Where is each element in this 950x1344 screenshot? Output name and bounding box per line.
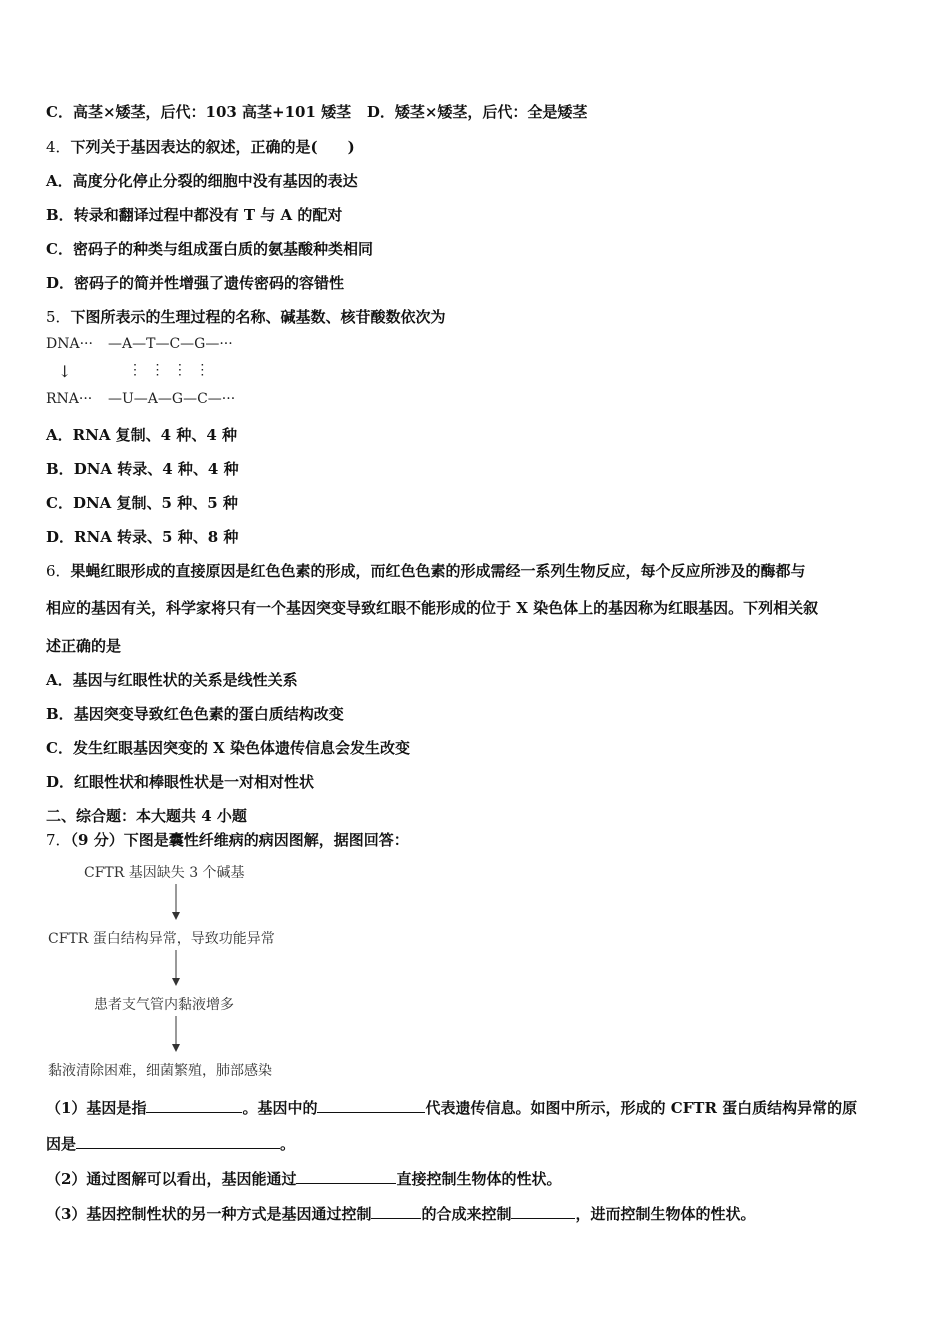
q6-option-d (46, 772, 314, 792)
q3-option-c-d (46, 102, 587, 122)
option-text: RNA 转录、5 种、8 种 (74, 528, 239, 546)
option-text: 红眼性状和棒眼性状是一对相对性状 (74, 773, 315, 791)
flow-arrow-icon (170, 884, 182, 922)
answer-blank[interactable] (317, 1098, 425, 1113)
down-arrow-icon: ↓ (58, 362, 72, 381)
q7-sub2-text-b: 直接控制生物体的性状。 (396, 1170, 562, 1188)
q7-sub2-text-a: （2）通过图解可以看出，基因能通过 (46, 1170, 297, 1188)
option-label: A． (46, 172, 73, 190)
q6-option-c (46, 738, 410, 758)
flow-step-4: 黏液清除困难，细菌繁殖，肺部感染 (48, 1063, 272, 1079)
option-text: 转录和翻译过程中都没有 T 与 A 的配对 (73, 206, 343, 224)
option-label: C． (46, 739, 73, 757)
option-label: C． (46, 494, 73, 512)
flow-arrow-icon (170, 950, 182, 988)
answer-blank[interactable] (511, 1204, 575, 1219)
q5-option-d (46, 527, 238, 547)
option-text: 密码子的简并性增强了遗传密码的容错性 (74, 274, 345, 292)
q7-stem (46, 830, 409, 850)
q5-option-b (46, 459, 239, 479)
option-text: DNA 复制、5 种、5 种 (72, 494, 238, 512)
option-text: 发生红眼基因突变的 X 染色体遗传信息会发生改变 (72, 739, 411, 757)
option-label: B． (46, 460, 74, 478)
rna-label: RNA··· (46, 391, 93, 407)
q4-option-b (46, 205, 342, 225)
option-label: B． (46, 705, 74, 723)
q6-number: 6． (46, 562, 71, 580)
cftr-flow-diagram (46, 858, 306, 1080)
q7-sub1-text-b: 。基因中的 (242, 1099, 318, 1117)
q4-number: 4． (46, 138, 71, 156)
q5-stem-text: 下图所表示的生理过程的名称、碱基数、核苷酸数依次为 (70, 308, 446, 326)
option-label: A． (46, 426, 73, 444)
dna-sequence: —A—T—C—G—··· (108, 336, 233, 352)
q5-stem (46, 307, 446, 327)
option-label: A． (46, 671, 73, 689)
q7-sub2 (46, 1169, 561, 1189)
option-label: D． (46, 528, 75, 546)
option-label: C． (46, 240, 73, 258)
flow-step-2: CFTR 蛋白结构异常，导致功能异常 (48, 931, 275, 947)
flow-step-1: CFTR 基因缺失 3 个碱基 (84, 865, 245, 881)
q6-stem-line3: 述正确的是 (46, 637, 122, 655)
q7-sub3-text-a: （3）基因控制性状的另一种方式是基因通过控制 (46, 1205, 372, 1223)
q7-sub1-text-d: 因是 (46, 1135, 77, 1153)
option-label: D． (46, 773, 75, 791)
q7-sub1-text-a: （1）基因是指 (46, 1099, 147, 1117)
q3-option-c-text: 高茎×矮茎，后代：103 高茎+101 矮茎 (72, 103, 352, 121)
q3-option-d-text: 矮茎×矮茎，后代：全是矮茎 (394, 103, 588, 121)
answer-blank[interactable] (76, 1134, 280, 1149)
option-text: 高度分化停止分裂的细胞中没有基因的表达 (72, 172, 358, 190)
option-text: RNA 复制、4 种、4 种 (72, 426, 237, 444)
q3-option-c-label: C． (46, 103, 73, 121)
option-text: 基因与红眼性状的关系是线性关系 (72, 671, 298, 689)
option-label: B． (46, 206, 74, 224)
q7-sub1-line2 (46, 1134, 295, 1154)
option-text: DNA 转录、4 种、4 种 (73, 460, 239, 478)
q4-stem (46, 137, 355, 157)
q4-option-a (46, 171, 358, 191)
q7-sub1-text-c: 代表遗传信息。如图中所示，形成的 CFTR 蛋白质结构异常的原 (425, 1099, 858, 1117)
q5-number: 5． (46, 308, 71, 326)
q6-option-a (46, 670, 298, 690)
q7-number: 7． (46, 831, 71, 849)
flow-step-3: 患者支气管内黏液增多 (94, 997, 234, 1013)
q6-option-b (46, 704, 344, 724)
answer-blank[interactable] (146, 1098, 242, 1113)
q7-stem-text: （9 分）下图是囊性纤维病的病因图解，据图回答： (70, 831, 409, 849)
q4-option-d (46, 273, 344, 293)
q7-sub1-line1 (46, 1098, 857, 1118)
answer-blank[interactable] (371, 1204, 421, 1219)
q3-option-d-label: D． (366, 103, 395, 121)
q7-sub3 (46, 1204, 755, 1224)
q6-stem-text-1: 果蝇红眼形成的直接原因是红色色素的形成，而红色色素的形成需经一系列生物反应，每个反应所涉及的酶都与 (70, 562, 806, 580)
rna-sequence: —U—A—G—C—··· (108, 391, 236, 407)
q6-stem-line2: 相应的基因有关，科学家将只有一个基因突变导致红眼不能形成的位于 X 染色体上的基因称为红眼基因。下列相关叙 (46, 599, 819, 617)
answer-blank[interactable] (296, 1169, 396, 1184)
q7-sub3-text-c: ，进而控制生物体的性状。 (575, 1205, 756, 1223)
q6-stem-line1 (46, 561, 806, 581)
option-text: 密码子的种类与组成蛋白质的氨基酸种类相同 (72, 240, 373, 258)
flow-arrow-icon (170, 1016, 182, 1054)
q5-option-a (46, 425, 237, 445)
q7-sub3-text-b: 的合成来控制 (421, 1205, 512, 1223)
option-label: D． (46, 274, 75, 292)
q4-stem-text: 下列关于基因表达的叙述，正确的是( ) (70, 138, 355, 156)
q7-sub1-text-e: 。 (280, 1135, 296, 1153)
option-text: 基因突变导致红色色素的蛋白质结构改变 (73, 705, 344, 723)
section-title: 二、综合题：本大题共 4 小题 (46, 807, 247, 825)
base-pairing-marks: ⋮ ⋮ ⋮ ⋮ (128, 362, 212, 378)
dna-label: DNA··· (46, 336, 93, 352)
q4-option-c (46, 239, 373, 259)
q5-option-c (46, 493, 238, 513)
